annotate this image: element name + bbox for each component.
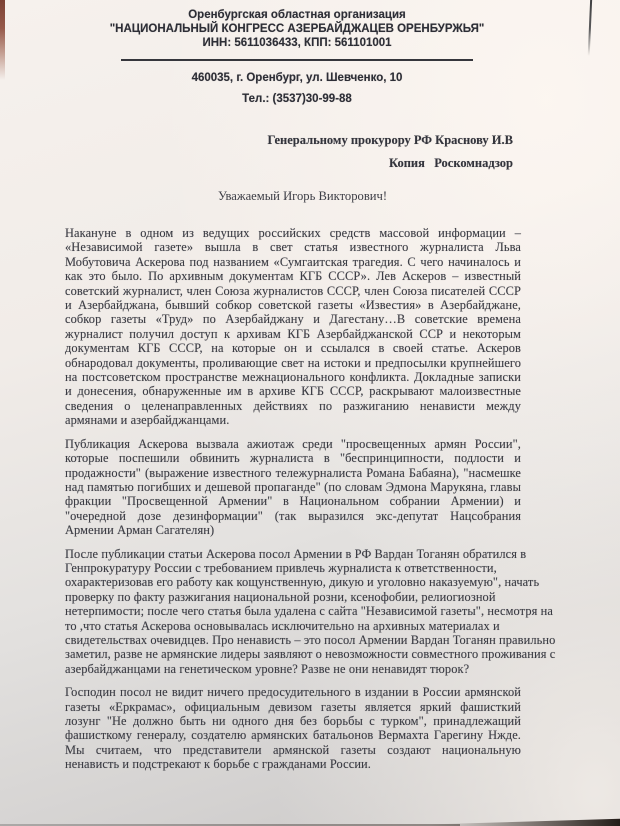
org-name-line1: Оренбургская областная организация [188,9,406,21]
recipient-block [267,129,513,175]
org-name-line2: "НАЦИОНАЛЬНЫЙ КОНГРЕСС АЗЕРБАЙДЖАЦЕВ ОРЕНБУРЖЬЯ" [109,23,485,35]
photo-bottom-edge [430,818,620,826]
letterhead [67,8,527,106]
letterhead-divider [121,59,473,61]
paragraph-3: После публикации статьи Аскерова посол Армении в РФ Вардан Тоганян обратился в Генпрокуратуру России с требованием привлечь журналиста к ответственности, охарактеризовав его работу как кощунственную, дикую и уголовно наказуемую", начать проверку по факту разжигания национальной розни, ксенофобии, релиогиозной нетерпимости; после чего статья была удалена с сайта "Независимой газеты", несмотря на то ,что статья Аскерова основывалась исключительно на архивных материалах и свидетельствах очевидцев. Про ненависть – это посол Армении Вардан Тоганян правильно заметил, разве не армянские лидеры заявляют о невозможности совместного проживания с азербайджанцами на генетическом уровне? Разве не они ненавидят тюрок? [65,546,556,676]
letter-body [65,226,565,772]
org-address: 460035, г. Оренбург, ул. Шевченко, 10 [191,72,403,84]
paragraph-2: Публикация Аскерова вызвала ажиотаж среди "просвещенных армян России", которые поспешили обвинить журналиста в "беспринципности, подлости и продажности" (выражение известного тележурналиста Романа Бабаяна), "насмешке над памятью погибших и дешевой пропаганде" (по словам Эдмона Марукяна, главы фракции "Просвещенной Армении" в Национальном собрании Армении) и "очередной дозе дезинформации" (так выразился экс-депутат Нацсобрания Армении Арман Сагателян) [65,436,521,538]
photo-edge-artifact [0,0,5,80]
paragraph-1: Накануне в одном из ведущих российских средств массовой информации – «Независимой газете» вышла в свет статья известного журналиста Льва Мобутовича Аскерова под названием «Сумгаитская трагедия. С чего начиналось и как это было. По архивным документам КГБ СССР». Лев Аскеров – известный советский журналист, член Союза журналистов СССР, член Союза писателей СССР и Азербайджана, бывший собкор советской газеты «Известия» в Азербайджане, собкор газеты «Труд» по Азербайджану и Дагестану…В советские времена журналист получил доступ к архивам КГБ Азербайджанской ССР и некоторым документам КГБ СССР, на которые он и ссылался в своей статье. Аскеров обнародовал документы, проливающие свет на истоки и предпосылки крупнейшего на постсоветском пространстве межнационального конфликта. Докладные записки и донесения, обнаруженные им в архиве КГБ СССР, раскрывают малоизвестные сведения о целенаправленных действиях по разжиганию ненависти между армянами и азербайджанцами. [65,226,521,428]
salutation: Уважаемый Игорь Викторович! [218,189,388,203]
org-inn-kpp: ИНН: 5611036433, КПП: 561101001 [202,37,392,49]
org-phone: Тел.: (3537)30-99-88 [242,93,352,105]
copy-line: Копия Роскомнадзор [389,156,513,170]
paper-crease [588,0,593,56]
recipient-line: Генеральному прокурору РФ Краснову И.В [267,133,513,147]
paragraph-4: Господин посол не видит ничего предосудительного в издании в России армянской газеты «Еркрамас», официальным девизом газеты является яркий фашисткий лозунг "Не должно быть ни одного дня без борьбы с турком", принадлежащий фашисткому генералу, создателю армянских батальонов Вермахта Гарегину Нжде. Мы считаем, что представители армянской газеты создают национальную ненависть и подстрекают к борьбе с гражданами России. [65,685,521,772]
